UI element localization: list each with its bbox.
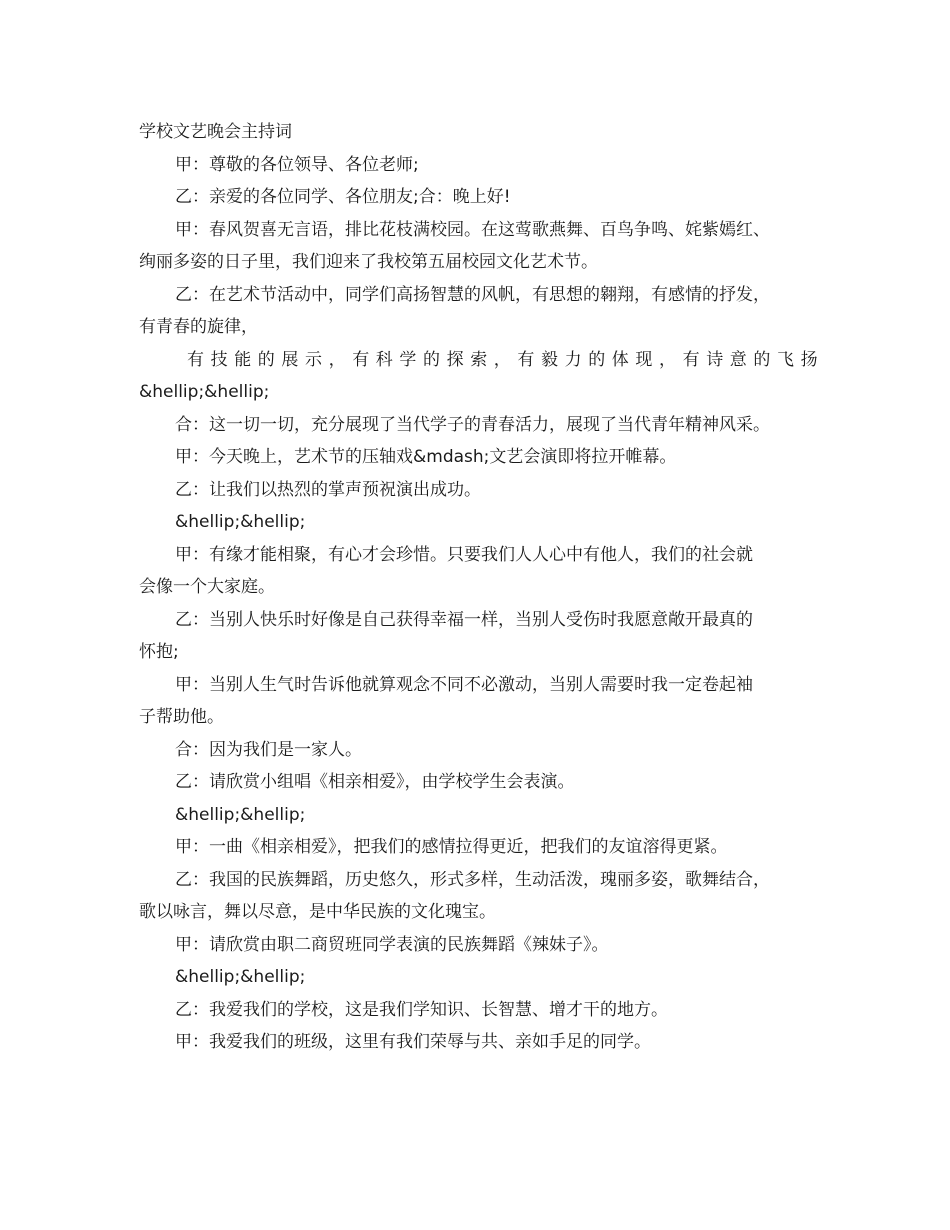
paragraph-line: 怀抱; [139, 642, 179, 662]
paragraph-line: &hellip;&hellip; [175, 512, 306, 532]
paragraph-line: 绚丽多姿的日子里，我们迎来了我校第五届校园文化艺术节。 [139, 252, 598, 272]
paragraph-line: 子帮助他。 [139, 707, 224, 727]
paragraph-list [139, 149, 829, 1059]
paragraph-line: 乙：当别人快乐时好像是自己获得幸福一样，当别人受伤时我愿意敞开最真的 [175, 609, 753, 630]
document-title: 学校文艺晚会主持词 [139, 122, 292, 142]
paragraph-line: 乙：在艺术节活动中，同学们高扬智慧的风帆，有思想的翱翔，有感情的抒发， [175, 284, 770, 305]
paragraph-line: 有青春的旋律， [139, 317, 258, 337]
paragraph-line: 甲：有缘才能相聚，有心才会珍惜。只要我们人人心中有他人，我们的社会就 [175, 544, 753, 565]
paragraph-line: 乙：请欣赏小组唱《相亲相爱》，由学校学生会表演。 [175, 772, 575, 792]
paragraph-line: 乙：让我们以热烈的掌声预祝演出成功。 [175, 479, 481, 500]
paragraph-line: 合：这一切一切，充分展现了当代学子的青春活力，展现了当代青年精神风采。 [175, 414, 770, 435]
paragraph-line: 乙：亲爱的各位同学、各位朋友;合：晚上好! [175, 187, 511, 207]
paragraph-line: 歌以咏言，舞以尽意，是中华民族的文化瑰宝。 [139, 902, 496, 922]
paragraph-line: 有技能的展示，有科学的探索，有毅力的体现，有诗意的飞扬 [187, 349, 825, 370]
paragraph-line: 乙：我爱我们的学校，这是我们学知识、长智慧、增才干的地方。 [175, 999, 668, 1020]
paragraph-line: 会像一个大家庭。 [139, 577, 275, 597]
paragraph-line: 甲：今天晚上，艺术节的压轴戏&mdash;文艺会演即将拉开帷幕。 [175, 447, 677, 467]
paragraph-line: 甲：当别人生气时告诉他就算观念不同不必激动，当别人需要时我一定卷起袖 [175, 674, 753, 695]
paragraph-line: 甲：请欣赏由职二商贸班同学表演的民族舞蹈《辣妹子》。 [175, 934, 609, 955]
paragraph-line: &hellip;&hellip; [139, 382, 270, 402]
paragraph-line: 甲：尊敬的各位领导、各位老师; [175, 154, 419, 175]
paragraph-line: 乙：我国的民族舞蹈，历史悠久，形式多样，生动活泼，瑰丽多姿，歌舞结合， [175, 869, 770, 890]
paragraph-line: 合：因为我们是一家人。 [175, 739, 362, 760]
paragraph-line: 甲：春风贺喜无言语，排比花枝满校园。在这莺歌燕舞、百鸟争鸣、姹紫嫣红、 [175, 219, 770, 240]
document-body [139, 116, 829, 1059]
paragraph-line: &hellip;&hellip; [175, 804, 306, 825]
paragraph-line: 甲：我爱我们的班级，这里有我们荣辱与共、亲如手足的同学。 [175, 1032, 651, 1052]
paragraph-line: &hellip;&hellip; [175, 967, 306, 987]
paragraph-line: 甲：一曲《相亲相爱》，把我们的感情拉得更近，把我们的友谊溶得更紧。 [175, 837, 728, 857]
